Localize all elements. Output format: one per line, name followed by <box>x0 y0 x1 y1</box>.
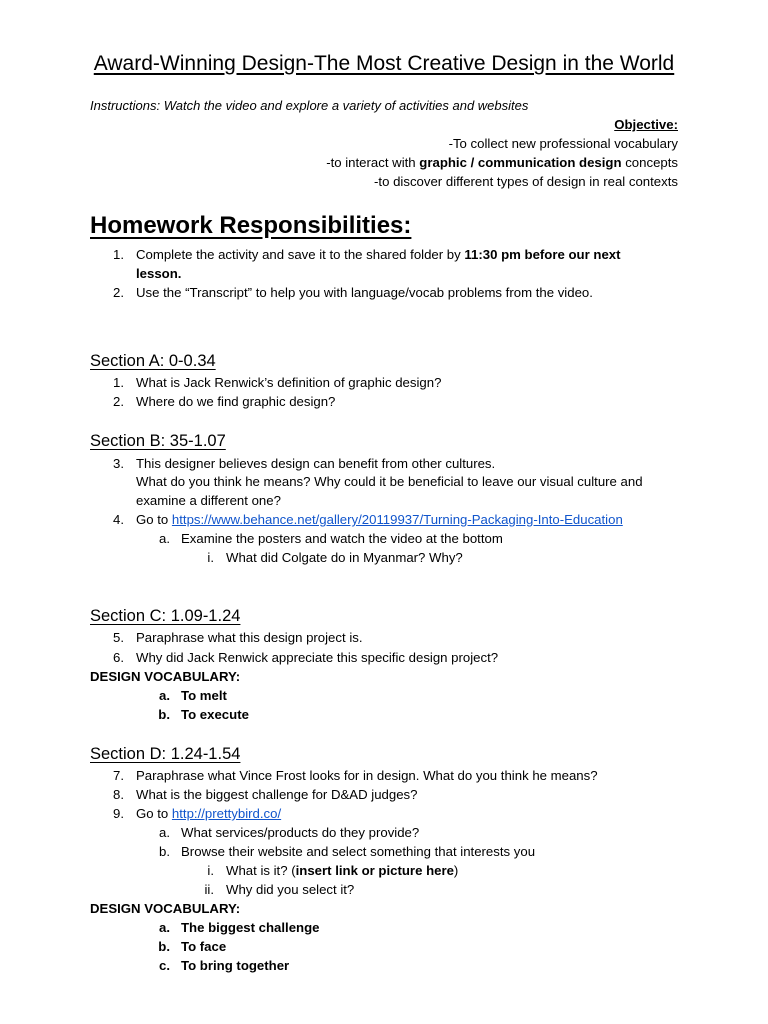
list-letter: a. <box>159 688 170 703</box>
page-title: Award-Winning Design-The Most Creative Design in the World <box>93 52 675 75</box>
question-3-line-3: examine a different one? <box>136 493 281 508</box>
list-number: 9. <box>113 806 124 821</box>
objective-item-1: -To collect new professional vocabulary <box>448 136 678 151</box>
list-number: 2. <box>113 394 124 409</box>
objective-item-3: -to discover different types of design in real contexts <box>374 174 678 189</box>
list-letter: b. <box>158 939 170 954</box>
list-roman: i. <box>207 863 214 878</box>
list-roman: i. <box>207 550 214 565</box>
list-number: 7. <box>113 768 124 783</box>
vocab-item: To melt <box>181 688 227 703</box>
section-c-heading: Section C: 1.09-1.24 <box>90 607 241 625</box>
objective-heading: Objective: <box>614 117 678 132</box>
list-number: 3. <box>113 456 124 471</box>
vocab-heading-c: DESIGN VOCABULARY: <box>90 669 241 684</box>
question-8: What is the biggest challenge for D&AD judges? <box>136 787 418 802</box>
question-7: Paraphrase what Vince Frost looks for in design. What do you think he means? <box>136 768 598 783</box>
prettybird-link[interactable]: http://prettybird.co/ <box>171 806 282 821</box>
question-4a: Examine the posters and watch the video at the bottom <box>181 531 503 546</box>
vocab-item: To bring together <box>181 958 290 973</box>
list-number: 1. <box>113 375 124 390</box>
objective-item-2: -to interact with graphic / communication design concepts <box>326 155 678 170</box>
question-9a: What services/products do they provide? <box>181 825 420 840</box>
vocab-item: To face <box>181 939 227 954</box>
vocab-heading-d: DESIGN VOCABULARY: <box>90 901 241 916</box>
vocab-item: To execute <box>181 707 249 722</box>
list-number: 8. <box>113 787 124 802</box>
list-letter: c. <box>159 958 170 973</box>
vocab-item: The biggest challenge <box>181 920 320 935</box>
list-number: 5. <box>113 630 124 645</box>
question-4: Go to https://www.behance.net/gallery/20119937/Turning-Packaging-Into-Education <box>136 512 623 527</box>
list-roman: ii. <box>204 882 214 897</box>
homework-heading: Homework Responsibilities: <box>90 212 412 239</box>
question-3-line-1: This designer believes design can benefit from other cultures. <box>136 456 496 471</box>
question-6: Why did Jack Renwick appreciate this specific design project? <box>136 650 499 665</box>
list-letter: b. <box>158 707 170 722</box>
list-letter: b. <box>159 844 170 859</box>
question-3-line-2: What do you think he means? Why could it be beneficial to leave our visual culture and <box>136 474 643 489</box>
question-9b-ii: Why did you select it? <box>226 882 355 897</box>
homework-item-1: Complete the activity and save it to the shared folder by 11:30 pm before our next <box>136 247 621 262</box>
section-d-heading: Section D: 1.24-1.54 <box>90 745 241 763</box>
question-9: Go to http://prettybird.co/ <box>136 806 282 821</box>
homework-item-2: Use the “Transcript” to help you with language/vocab problems from the video. <box>136 285 593 300</box>
list-number: 1. <box>113 247 124 262</box>
behance-link[interactable]: https://www.behance.net/gallery/20119937/Turning-Packaging-Into-Education <box>171 512 623 527</box>
list-letter: a. <box>159 825 170 840</box>
list-letter: a. <box>159 920 170 935</box>
question-9b-i: What is it? (insert link or picture here) <box>226 863 459 878</box>
list-number: 4. <box>113 512 124 527</box>
question-2: Where do we find graphic design? <box>136 394 336 409</box>
instructions: Instructions: Watch the video and explore a variety of activities and websites <box>90 98 529 113</box>
section-a-heading: Section A: 0-0.34 <box>90 352 216 370</box>
question-4a-i: What did Colgate do in Myanmar? Why? <box>226 550 463 565</box>
list-number: 6. <box>113 650 124 665</box>
question-5: Paraphrase what this design project is. <box>136 630 363 645</box>
section-b-heading: Section B: 35-1.07 <box>90 432 226 450</box>
question-9b: Browse their website and select something that interests you <box>181 844 536 859</box>
homework-item-1-cont: lesson. <box>136 266 182 281</box>
list-number: 2. <box>113 285 124 300</box>
list-letter: a. <box>159 531 170 546</box>
question-1: What is Jack Renwick’s definition of graphic design? <box>136 375 442 390</box>
